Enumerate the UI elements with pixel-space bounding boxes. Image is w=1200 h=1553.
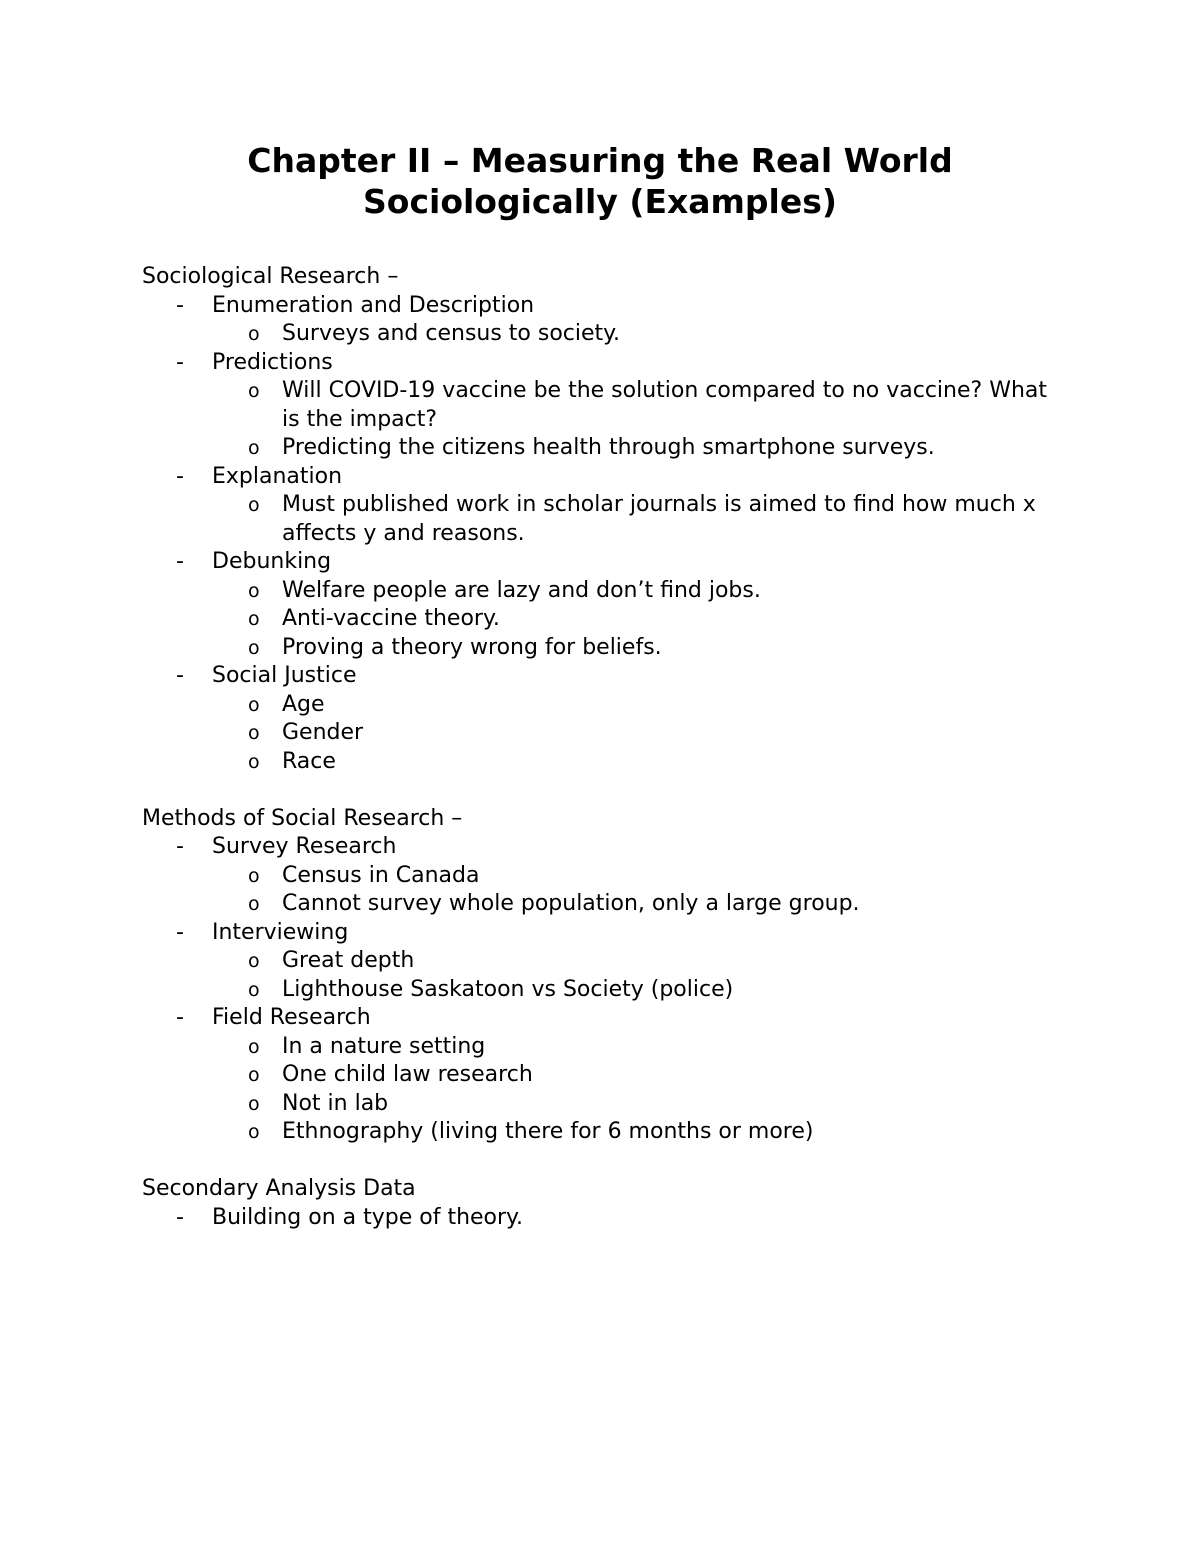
sub-item-text: Lighthouse Saskatoon vs Society (police) — [282, 976, 734, 1002]
list-item — [142, 919, 1062, 1005]
sub-list — [212, 862, 1062, 919]
circle-bullet: o — [248, 323, 260, 345]
item-label: Social Justice — [212, 663, 357, 688]
sub-item — [212, 1033, 1062, 1062]
sub-item-text: Race — [282, 748, 336, 774]
sub-item-text: In a nature setting — [282, 1033, 486, 1059]
circle-bullet: o — [248, 693, 260, 716]
title-line-2: Sociologically (Examples) — [363, 182, 837, 221]
section-heading: Sociological Research – — [142, 264, 399, 289]
sub-list — [212, 491, 1062, 548]
sub-item — [212, 491, 1062, 548]
dash-bullet: - — [176, 549, 184, 574]
circle-bullet: o — [248, 437, 260, 459]
list-item — [142, 292, 1062, 349]
sub-item-text: Gender — [282, 720, 364, 745]
list-item — [142, 833, 1062, 919]
sub-item — [212, 1118, 1062, 1147]
circle-bullet: o — [248, 978, 260, 1001]
sub-item — [212, 634, 1062, 663]
sub-list — [212, 1033, 1062, 1147]
circle-bullet: o — [248, 494, 260, 516]
item-label: Interviewing — [212, 919, 349, 945]
sub-item-text: Great depth — [282, 948, 415, 973]
item-label: Enumeration and Description — [212, 292, 535, 318]
sub-list — [212, 691, 1062, 777]
dash-bullet: - — [176, 463, 184, 489]
sub-item — [212, 434, 1062, 463]
dash-bullet: - — [176, 919, 184, 945]
sub-list — [212, 320, 1062, 349]
list-item — [142, 548, 1062, 662]
sub-item-text: Welfare people are lazy and don’t find jobs. — [282, 577, 761, 603]
page-title — [100, 140, 1100, 222]
section-sociological-research — [142, 263, 1062, 776]
bullet-list — [142, 292, 1062, 777]
circle-bullet: o — [248, 1092, 260, 1115]
sub-item — [212, 577, 1062, 606]
list-item — [142, 349, 1062, 463]
sub-item-text: Predicting the citizens health through smartphone surveys. — [282, 435, 935, 460]
list-item — [142, 1204, 1062, 1233]
list-item — [142, 463, 1062, 549]
bullet-list — [142, 833, 1062, 1147]
circle-bullet: o — [248, 608, 260, 630]
circle-bullet: o — [248, 380, 260, 402]
sub-item — [212, 320, 1062, 349]
sub-item-text: Not in lab — [282, 1090, 389, 1116]
sub-item-text: Cannot survey whole population, only a large group. — [282, 891, 860, 916]
item-label: Debunking — [212, 549, 332, 574]
circle-bullet: o — [248, 750, 260, 773]
sub-item-text: Proving a theory wrong for beliefs. — [282, 634, 662, 660]
list-item — [142, 662, 1062, 776]
dash-bullet: - — [176, 1204, 184, 1230]
sub-item — [212, 862, 1062, 891]
sub-item — [212, 719, 1062, 748]
sub-item-text: One child law research — [282, 1062, 533, 1087]
dash-bullet: - — [176, 1005, 184, 1030]
sub-item — [212, 976, 1062, 1005]
circle-bullet: o — [248, 1064, 260, 1086]
sub-list — [212, 947, 1062, 1004]
sub-item-text: Ethnography (living there for 6 months or more) — [282, 1119, 814, 1144]
sub-item — [212, 605, 1062, 634]
item-label: Field Research — [212, 1005, 371, 1030]
document-body — [142, 263, 1062, 1261]
sub-item-text: Must published work in scholar journals is aimed to find how much x affects y and reasons. — [282, 492, 1036, 546]
circle-bullet: o — [248, 950, 260, 972]
circle-bullet: o — [248, 636, 260, 659]
dash-bullet: - — [176, 349, 184, 375]
sub-item — [212, 890, 1062, 919]
item-label: Building on a type of theory. — [212, 1204, 523, 1230]
section-methods-of-social-research — [142, 805, 1062, 1147]
list-item — [142, 1004, 1062, 1147]
circle-bullet: o — [248, 1121, 260, 1143]
circle-bullet: o — [248, 1035, 260, 1058]
sub-item — [212, 691, 1062, 720]
title-line-1: Chapter II – Measuring the Real World — [247, 141, 953, 180]
circle-bullet: o — [248, 579, 260, 602]
sub-list — [212, 377, 1062, 463]
circle-bullet: o — [248, 864, 260, 887]
item-label: Survey Research — [212, 834, 397, 859]
sub-item — [212, 748, 1062, 777]
item-label: Explanation — [212, 463, 343, 489]
section-heading: Methods of Social Research – — [142, 805, 463, 831]
dash-bullet: - — [176, 834, 184, 859]
sub-item-text: Anti-vaccine theory. — [282, 606, 500, 631]
sub-item-text: Age — [282, 691, 325, 717]
dash-bullet: - — [176, 292, 184, 318]
circle-bullet: o — [248, 722, 260, 744]
bullet-list — [142, 1204, 1062, 1233]
sub-item — [212, 1090, 1062, 1119]
sub-item-text: Census in Canada — [282, 862, 480, 888]
item-label: Predictions — [212, 349, 333, 375]
sub-item — [212, 1061, 1062, 1090]
dash-bullet: - — [176, 663, 184, 688]
sub-list — [212, 577, 1062, 663]
circle-bullet: o — [248, 893, 260, 915]
sub-item — [212, 377, 1062, 434]
section-heading: Secondary Analysis Data — [142, 1176, 416, 1201]
sub-item-text: Will COVID-19 vaccine be the solution compared to no vaccine? What is the impact? — [282, 378, 1047, 432]
sub-item-text: Surveys and census to society. — [282, 321, 621, 346]
section-secondary-analysis-data — [142, 1175, 1062, 1232]
sub-item — [212, 947, 1062, 976]
